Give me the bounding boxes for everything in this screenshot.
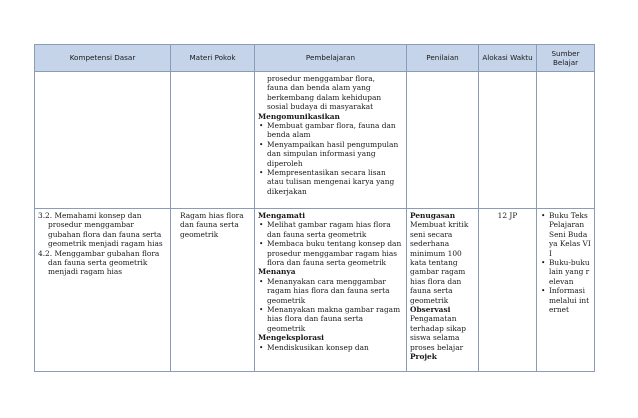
- header-materi-pokok: Materi Pokok: [171, 45, 255, 72]
- kd-item: 4.2. Menggambar gubahan flora dan fauna serta geometrik menjadi ragam hias: [38, 248, 160, 277]
- heading-mengeksplorasi: Mengeksplorasi: [258, 333, 324, 343]
- cell-sumber-belajar: [537, 209, 595, 372]
- heading-menanya: Menanya: [258, 267, 296, 277]
- heading-mengamati: Mengamati: [258, 211, 306, 220]
- list-item: • Menanyakan makna gambar ragam hias flora dan fauna serta geometrik: [258, 305, 403, 333]
- heading-mengomunikasikan: Mengomunikasikan: [258, 111, 340, 121]
- heading-projek: Projek: [410, 352, 437, 362]
- continued-line: berkembang dalam kehidupan: [267, 92, 382, 102]
- header-penilaian: Penilaian: [407, 45, 479, 72]
- list-item: • Menanyakan cara menggambar ragam hias flora dan fauna serta geometrik: [258, 277, 403, 305]
- syllabus-table: [34, 44, 595, 372]
- list-item: • Menyampaikan hasil pengumpulan dan simpulan informasi yang diperoleh: [258, 140, 403, 168]
- continued-line: sosial budaya di masyarakat: [267, 102, 374, 112]
- materi-text: Ragam hias flora dan fauna serta geometrik: [180, 211, 244, 239]
- cell-kompetensi-dasar: [35, 209, 171, 372]
- heading-penugasan: Penugasan: [410, 211, 456, 220]
- cell-sumber-empty: [537, 72, 595, 209]
- observasi-text: Pengamatan terhadap sikap siswa selama proses belajar: [410, 314, 467, 352]
- menanya-list: [258, 277, 403, 333]
- mengeksplorasi-list: [258, 343, 403, 352]
- cell-pembelajaran: [255, 209, 407, 372]
- list-item: • Mendiskusikan konsep dan: [258, 343, 403, 352]
- cell-penilaian-empty: [407, 72, 479, 209]
- header-sumber-belajar: Sumber Belajar: [537, 45, 595, 72]
- cell-kd-empty: [35, 72, 171, 209]
- list-item: • Mempresentasikan secara lisan atau tulisan mengenai karya yang dikerjakan: [258, 168, 403, 196]
- mengamati-list: [258, 220, 403, 267]
- list-item: • Melihat gambar ragam hias flora dan fauna serta geometrik: [258, 220, 403, 239]
- kd-item: 3.2. Memahami konsep dan prosedur menggambar gubahan flora dan fauna serta geometrik menjadi ragam hias: [38, 211, 163, 249]
- cell-materi-pokok: [171, 209, 255, 372]
- heading-observasi: Observasi: [410, 305, 451, 315]
- penugasan-text: Membuat kritik seni secara sederhana minimum 100 kata tentang gambar ragam hias flora dan fauna serta geometrik: [410, 220, 469, 305]
- header-row: [35, 45, 595, 72]
- cell-materi-empty: [171, 72, 255, 209]
- cell-pembelajaran-continued: [255, 72, 407, 209]
- continued-line: fauna dan benda alam yang: [267, 83, 371, 93]
- list-item: • Informasi melalui internet: [540, 286, 591, 314]
- cell-penilaian: [407, 209, 479, 372]
- mengomunikasikan-list: [258, 121, 403, 196]
- cell-alokasi-empty: [479, 72, 537, 209]
- table-row: [35, 72, 595, 209]
- header-alokasi-waktu: Alokasi Waktu: [479, 45, 537, 72]
- alokasi-value: 12 JP: [497, 211, 518, 220]
- sumber-list: [540, 211, 591, 314]
- list-item: • Membuat gambar flora, fauna dan benda alam: [258, 121, 403, 140]
- list-item: • Membaca buku tentang konsep dan prosedur menggambar ragam hias flora dan fauna serta geometrik: [258, 239, 403, 267]
- cell-alokasi-waktu: [479, 209, 537, 372]
- header-pembelajaran: Pembelajaran: [255, 45, 407, 72]
- list-item: • Buku-buku lain yang relevan: [540, 258, 591, 286]
- list-item: • Buku Teks Pelajaran Seni Budaya Kelas VII: [540, 211, 591, 258]
- header-kompetensi-dasar: Kompetensi Dasar: [35, 45, 171, 72]
- continued-line: prosedur menggambar flora,: [267, 74, 375, 83]
- table-row: [35, 209, 595, 372]
